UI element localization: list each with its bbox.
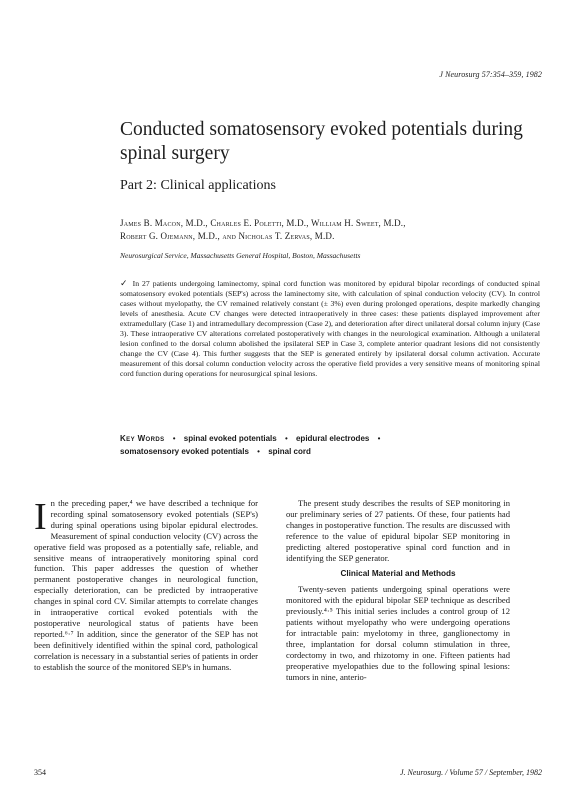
abstract-text: In 27 patients undergoing laminectomy, spinal cord function was monitored by epidural bipolar recordings of conducted spinal somatosensory evoked potentials (SEP's) across the laminectomy site, with calculation of spinal conduction velocity (CV). In control cases without myelopathy, the CV remained relatively constant (± 3%) even during prolonged operations, despite markedly changing levels of anesthesia. Acute CV changes were detected intraoperatively in three cases: these patients displayed improvement after extramedullary (Case 1) and intramedullary decompression (Case 2), and deterioration after direct unilateral dorsal column injury (Case 3). These intraoperative CV alterations correlated postoperatively with changes in the neurological examination. Although a unilateral lesion confined to the dorsal column abolished the ipsilateral SEP in Case 3, complete anterior quadrant lesions did not consistently change the CV (Case 4). This further suggests that the SEP is generated entirely by ipsilateral dorsal column activation. Accurate measurement of this dorsal column conduction velocity across the operative field provides a very sensitive means of monitoring spinal cord function during operations for neurosurgical spinal lesions. <box>120 279 540 379</box>
body-paragraph: Twenty-seven patients undergoing spinal operations were monitored with the epidural bipolar SEP technique as described previously.⁴·⁵ This initial series includes a control group of 12 patients without myelopathy who were undergoing operations for intractable pain: myelotomy in three, ganglionectomy in three, implantation for dorsal column stimulation in three, cordectomy in two, and rhizotomy in one. Fifteen patients had preoperative myelopathies due to the following spinal lesions: tumors in nine, anterio- <box>286 584 510 682</box>
keywords-label: Key Words <box>120 434 165 443</box>
journal-issue-footer: J. Neurosurg. / Volume 57 / September, 1982 <box>399 768 542 777</box>
author-list <box>120 217 540 243</box>
drop-cap: I <box>34 496 47 538</box>
intro-paragraph <box>34 498 258 673</box>
article-subtitle: Part 2: Clinical applications <box>120 178 276 193</box>
body-paragraph: The present study describes the results of SEP monitoring in our preliminary series of 27 patients. Of these, four patients had changes in postoperative function. The results are discussed with reference to the value of epidural bipolar SEP monitoring in predicting altered postoperative spinal cord function and in identifying the SEP generator. <box>286 498 510 563</box>
affiliation: Neurosurgical Service, Massachusetts General Hospital, Boston, Massachusetts <box>120 251 361 260</box>
keyword: epidural electrodes <box>295 434 370 443</box>
section-heading: Clinical Material and Methods <box>340 569 456 579</box>
keywords <box>120 432 540 458</box>
authors-line-2: Robert G. Ojemann, M.D., and Nicholas T. Zervas, M.D. <box>120 231 335 241</box>
checkmark-icon: ✓ <box>120 278 129 288</box>
journal-reference: J Neurosurg 57:354–359, 1982 <box>439 70 542 79</box>
authors-line-1: James B. Macon, M.D., Charles E. Poletti, M.D., William H. Sweet, M.D., <box>120 218 406 228</box>
article-title: Conducted somatosensory evoked potentials during spinal surgery <box>120 119 523 164</box>
keyword-separator: • <box>377 434 381 443</box>
page-number: 354 <box>34 768 46 777</box>
keyword-separator: • <box>172 434 176 443</box>
keyword-separator: • <box>284 434 288 443</box>
body-column-right <box>286 498 510 683</box>
body-column-left <box>34 498 258 673</box>
abstract <box>120 278 540 379</box>
keyword: spinal evoked potentials <box>183 434 277 443</box>
keyword: somatosensory evoked potentials <box>120 447 249 456</box>
intro-text: n the preceding paper,⁴ we have described a technique for recording spinal somatosensory evoked potentials (SEP's) during spinal operations using bipolar epidural electrodes. Measurement of spinal conduction velocity (CV) across the operative field was proposed as a potentially safe, reliable, and sensitive means of intraoperatively monitoring spinal cord function. This paper addresses the question of whether permanent postoperative changes in neurological function, especially deterioration, can be predicted by intraoperative changes in spinal cord CV. Similar attempts to correlate changes in intraoperative cortical evoked potentials with the postoperative neurological status of patients have been reported.⁶·⁷ In addition, since the generator of the SEP has not been definitively identified within the spinal cord, pathological correlation is necessary in a substantial series of patients in order to establish the source of the monitored SEP's in humans. <box>34 498 258 672</box>
keyword-separator: • <box>257 447 260 456</box>
keyword: spinal cord <box>268 447 311 456</box>
